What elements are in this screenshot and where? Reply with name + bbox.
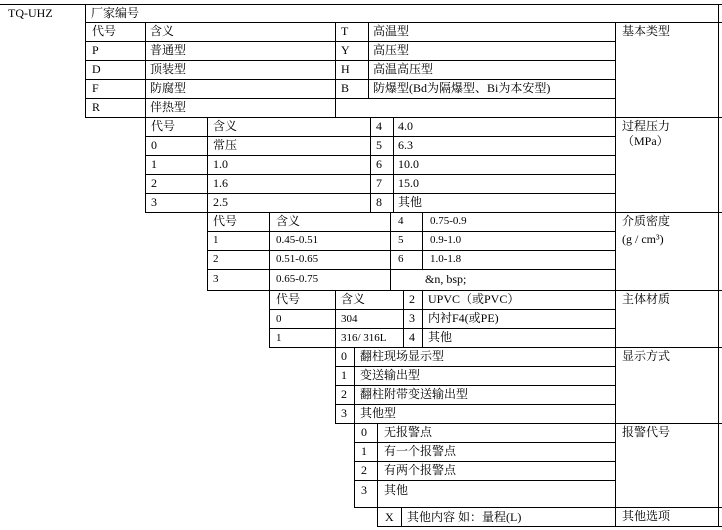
meaning-cell: 316/ 316L <box>341 332 387 344</box>
meaning-cell: 其他 <box>428 330 453 344</box>
meaning-cell: 其他 <box>398 195 423 209</box>
meaning-cell: 无报警点 <box>384 425 433 439</box>
code-cell: 6 <box>398 253 404 265</box>
meaning-cell: 其他内容 如：量程(L) <box>407 510 522 524</box>
section-unit: （MPa） <box>622 134 669 148</box>
code-cell: X <box>385 510 394 524</box>
meaning-cell: 翻柱现场显示型 <box>360 349 445 363</box>
code-cell: 3 <box>213 273 219 285</box>
meaning-cell: 伴热型 <box>150 100 187 114</box>
meaning-cell: 4.0 <box>398 119 413 133</box>
meaning-cell: 常压 <box>213 138 238 152</box>
meaning-cell: 1.0-1.8 <box>430 253 462 265</box>
meaning-cell: 0.65-0.75 <box>276 273 319 285</box>
meaning-cell: 0.51-0.65 <box>276 253 319 265</box>
section-title: 基本类型 <box>622 24 671 38</box>
code-cell: 2 <box>361 463 367 477</box>
code-cell: 1 <box>361 444 367 458</box>
meaning-cell: 顶装型 <box>150 62 187 76</box>
meaning-cell: 高温高压型 <box>373 62 434 76</box>
code-cell: B <box>341 81 350 95</box>
meaning-cell: 普通型 <box>150 43 187 57</box>
code-cell: 1 <box>213 234 219 246</box>
section-title: 报警代号 <box>622 425 671 439</box>
meaning-cell: 1.6 <box>213 176 228 190</box>
code-cell: 0 <box>276 313 282 325</box>
section-title: 主体材质 <box>622 292 671 306</box>
code-cell: 7 <box>376 176 382 190</box>
code-cell: 1 <box>276 332 282 344</box>
meaning-cell: 防腐型 <box>150 81 187 95</box>
code-header: 代号 <box>151 119 176 133</box>
code-cell: 4 <box>398 215 404 227</box>
code-cell: 2 <box>409 292 415 306</box>
code-cell: 1 <box>341 368 347 382</box>
code-cell: P <box>92 43 99 57</box>
meaning-cell: 变送输出型 <box>360 368 421 382</box>
meaning-cell: 2.5 <box>213 195 228 209</box>
maker-code-label: 厂家编号 <box>91 6 140 20</box>
code-cell: Y <box>341 43 350 57</box>
meaning-cell: 1.0 <box>213 157 228 171</box>
meaning-header: 含义 <box>150 24 175 38</box>
meaning-cell: 304 <box>341 313 358 325</box>
meaning-header: 含义 <box>341 292 366 306</box>
code-cell: H <box>341 62 350 76</box>
code-cell: F <box>92 81 99 95</box>
section-title: 介质密度 <box>622 214 671 228</box>
code-cell: 3 <box>361 483 367 497</box>
section-title: 过程压力 <box>622 119 671 133</box>
code-cell: 6 <box>376 157 382 171</box>
meaning-cell: 高压型 <box>373 43 410 57</box>
meaning-header: 含义 <box>276 214 301 228</box>
meaning-cell: 0.9-1.0 <box>430 234 462 246</box>
section-title: 其他选项 <box>622 509 671 523</box>
code-cell: 0 <box>341 349 347 363</box>
meaning-cell: 10.0 <box>398 157 419 171</box>
code-cell: 2 <box>213 253 219 265</box>
code-cell: 2 <box>341 387 347 401</box>
meaning-cell: UPVC（或PVC） <box>428 292 520 306</box>
meaning-cell: 有一个报警点 <box>384 444 457 458</box>
section-unit: (g / cm³) <box>622 232 664 246</box>
code-cell: 8 <box>376 195 382 209</box>
meaning-cell: 其他型 <box>360 406 397 420</box>
meaning-cell: 高温型 <box>373 24 410 38</box>
code-cell: 3 <box>151 195 157 209</box>
meaning-header: 含义 <box>213 119 238 133</box>
code-cell: 0 <box>151 138 157 152</box>
meaning-cell: 其他 <box>384 483 409 497</box>
model-code: TQ-UHZ <box>8 6 53 20</box>
code-cell: 5 <box>398 234 404 246</box>
meaning-cell: 15.0 <box>398 176 419 190</box>
meaning-cell: 翻柱附带变送输出型 <box>360 387 469 401</box>
meaning-cell: 防爆型(Bd为隔爆型、Bi为本安型) <box>373 81 551 95</box>
code-header: 代号 <box>213 214 238 228</box>
section-title: 显示方式 <box>622 349 671 363</box>
code-cell: 3 <box>341 406 347 420</box>
meaning-cell: 0.75-0.9 <box>430 215 467 227</box>
code-cell: 5 <box>376 138 382 152</box>
meaning-cell: 0.45-0.51 <box>276 234 319 246</box>
meaning-cell: 6.3 <box>398 138 413 152</box>
code-cell: R <box>92 100 101 114</box>
code-cell: 3 <box>409 311 415 325</box>
meaning-cell: 内衬F4(或PE) <box>428 311 499 325</box>
code-cell: 4 <box>409 330 415 344</box>
code-cell: T <box>341 24 349 38</box>
code-header: 代号 <box>276 292 301 306</box>
meaning-cell: 有两个报警点 <box>384 463 457 477</box>
code-cell: 0 <box>361 425 367 439</box>
code-cell: D <box>92 62 101 76</box>
code-cell: 2 <box>151 176 157 190</box>
stray-text: &n, bsp; <box>425 272 467 286</box>
code-header: 代号 <box>92 24 117 38</box>
code-cell: 4 <box>376 119 382 133</box>
code-cell: 1 <box>151 157 157 171</box>
